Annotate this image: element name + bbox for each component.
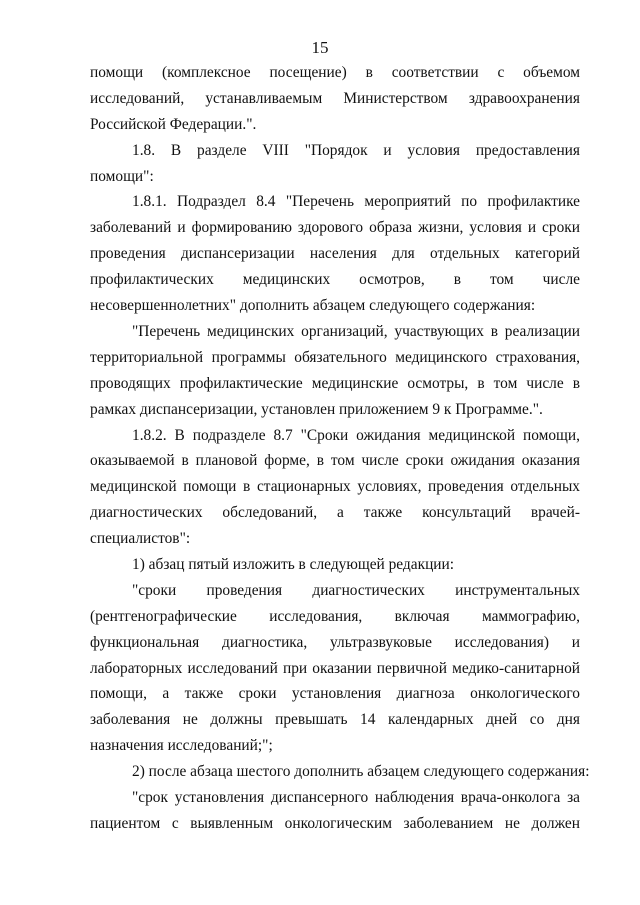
text-line: рамках диспансеризации, установлен приложением 9 к Программе.". — [90, 400, 543, 418]
text-line: функциональная диагностика, ультразвуковые исследования) и — [90, 633, 580, 651]
text-line: 1) абзац пятый изложить в следующей редакции: — [132, 556, 455, 573]
text-line: несовершеннолетних" дополнить абзацем следующего содержания: — [90, 297, 536, 315]
text-line: 1.8. В разделе VIII "Порядок и условия предоставления — [132, 141, 580, 159]
text-line: диагностических обследований, а также консультаций врачей- — [90, 504, 580, 522]
text-line: профилактических медицинских осмотров, в том числе — [90, 271, 580, 289]
text-line: (рентгенографические исследования, включая маммографию, — [90, 607, 580, 625]
text-line: исследований, устанавливаемым Министерством здравоохранения — [90, 89, 580, 107]
text-line: проводящих профилактические медицинские осмотры, в том числе в — [90, 374, 580, 392]
text-line: помощи (комплексное посещение) в соответствии с объемом — [90, 64, 580, 81]
text-line: назначения исследований;"; — [90, 737, 273, 755]
text-line: "Перечень медицинских организаций, участвующих в реализации — [132, 322, 580, 340]
text-line: помощи": — [90, 167, 154, 185]
text-line: проведения диспансеризации населения для отдельных категорий — [90, 245, 580, 263]
text-line: 1.8.1. Подраздел 8.4 "Перечень мероприятий по профилактике — [132, 193, 580, 211]
document-body — [90, 60, 590, 837]
text-line: лабораторных исследований при оказании первичной медико-санитарной — [90, 659, 580, 677]
text-line: территориальной программы обязательного медицинского страхования, — [90, 348, 580, 366]
text-line: заболеваний и формированию здорового образа жизни, условия и сроки — [90, 219, 580, 237]
text-line: заболевания не должны превышать 14 календарных дней со дня — [90, 711, 580, 729]
text-line: оказываемой в плановой форме, в том числе сроки ожидания оказания — [90, 452, 580, 470]
page-number: 15 — [311, 38, 329, 57]
text-line: пациентом с выявленным онкологическим заболеванием не должен — [90, 814, 580, 832]
text-line: 1.8.2. В подразделе 8.7 "Сроки ожидания медицинской помощи, — [132, 426, 580, 444]
text-line: "срок установления диспансерного наблюдения врача-онколога за — [132, 789, 580, 807]
text-line: 2) после абзаца шестого дополнить абзацем следующего содержания: — [132, 763, 590, 781]
text-line: медицинской помощи в стационарных условиях, проведения отдельных — [90, 478, 580, 496]
text-line: помощи, а также сроки установления диагноза онкологического — [90, 685, 580, 703]
text-line: "сроки проведения диагностических инструментальных — [132, 581, 580, 599]
text-line: специалистов": — [90, 530, 191, 548]
text-line: Российской Федерации.". — [90, 115, 257, 133]
